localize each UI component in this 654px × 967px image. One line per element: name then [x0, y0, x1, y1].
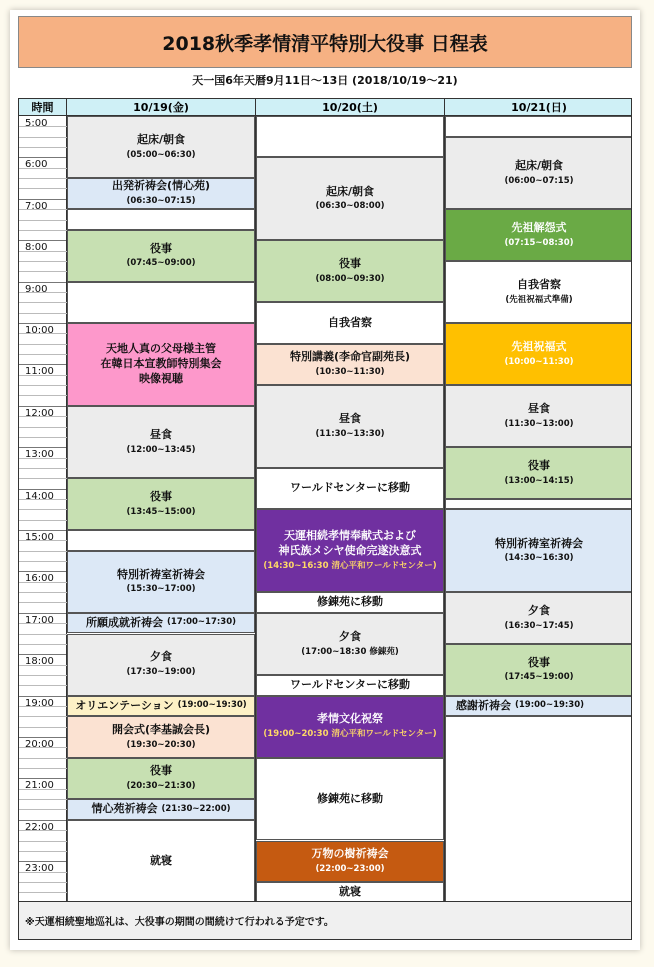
- event-time: (06:30~07:15): [126, 196, 196, 207]
- time-gridline: [19, 644, 67, 645]
- schedule-event: [256, 882, 444, 902]
- schedule-event: [445, 592, 632, 644]
- time-gridline: [19, 551, 67, 552]
- time-gridline: [19, 230, 67, 231]
- event-title: 情心苑祈祷会: [91, 802, 158, 816]
- schedule-event: [67, 230, 255, 282]
- schedule-event: [256, 116, 444, 157]
- event-time: (05:00~06:30): [126, 149, 196, 160]
- event-time: (17:00~17:30): [166, 617, 236, 628]
- event-title: 特別祈祷室祈祷会: [117, 567, 205, 581]
- time-label: 19:00: [19, 696, 67, 737]
- schedule-event: [445, 323, 632, 385]
- event-time: (07:15~08:30): [504, 237, 574, 248]
- time-gridline: [19, 830, 67, 831]
- header-time: 時間: [19, 99, 67, 116]
- time-gridline: [19, 872, 67, 873]
- time-label: 15:00: [19, 530, 67, 571]
- time-gridline: [19, 344, 67, 345]
- event-time: (11:30~13:00): [504, 418, 574, 429]
- schedule-event: [445, 696, 632, 717]
- time-gridline: [19, 478, 67, 479]
- time-gridline: [19, 333, 67, 334]
- time-gridline: [19, 851, 67, 852]
- event-title: 神氏族メシヤ使命完遂決意式: [278, 543, 422, 557]
- time-gridline: [19, 178, 67, 179]
- time-label: 7:00: [19, 199, 67, 240]
- header-day2: 10/20(土): [256, 99, 445, 116]
- event-time: (17:30~19:00): [126, 667, 196, 678]
- schedule-event: [256, 385, 444, 468]
- schedule-event: [445, 499, 632, 509]
- event-title: 所願成就祈祷会: [85, 615, 163, 629]
- event-title: 役事: [150, 489, 172, 503]
- event-title: 先祖解怨式: [511, 220, 567, 234]
- event-title: 起床/朝食: [325, 184, 375, 198]
- time-gridline: [19, 634, 67, 635]
- time-label: 17:00: [19, 613, 67, 654]
- time-gridline: [19, 809, 67, 810]
- event-title: 役事: [528, 458, 550, 472]
- day3-column: [445, 116, 632, 902]
- event-title: オリエンテーション: [75, 698, 174, 712]
- schedule-event: [445, 137, 632, 209]
- time-gridline: [19, 437, 67, 438]
- schedule-event: [445, 261, 632, 323]
- time-gridline: [19, 302, 67, 303]
- time-label: 9:00: [19, 282, 67, 323]
- schedule-event: [445, 716, 632, 902]
- time-gridline: [19, 188, 67, 189]
- time-gridline: [19, 509, 67, 510]
- time-gridline: [19, 261, 67, 262]
- time-label: 5:00: [19, 116, 67, 157]
- schedule-event: [445, 385, 632, 447]
- time-gridline: [19, 747, 67, 748]
- time-gridline: [19, 458, 67, 459]
- header-day1: 10/19(金): [67, 99, 256, 116]
- time-gridline: [19, 882, 67, 883]
- event-title: 役事: [528, 655, 550, 669]
- schedule-event: [67, 282, 255, 323]
- time-gridline: [19, 841, 67, 842]
- event-title: 修錬苑に移動: [317, 595, 383, 609]
- time-gridline: [19, 582, 67, 583]
- event-time: (06:30~08:00): [315, 201, 385, 212]
- time-gridline: [19, 313, 67, 314]
- time-gridline: [19, 592, 67, 593]
- schedule-event: [67, 478, 255, 530]
- event-title: 自我省察: [517, 277, 561, 291]
- time-gridline: [19, 758, 67, 759]
- schedule-event: [256, 841, 444, 882]
- event-title: 役事: [150, 241, 172, 255]
- event-time: (先祖祝福式準備): [505, 294, 573, 305]
- time-gridline: [19, 768, 67, 769]
- event-time: (17:00~18:30 修錬苑): [301, 646, 399, 657]
- event-title: 夕食: [150, 650, 172, 664]
- schedule-event: [256, 675, 444, 696]
- time-label: 22:00: [19, 820, 67, 861]
- schedule-event: [256, 302, 444, 343]
- day1-column: [67, 116, 256, 902]
- time-gridline: [19, 209, 67, 210]
- event-time: (19:00~20:30 清心平和ワールドセンター): [263, 729, 437, 740]
- time-label: 6:00: [19, 157, 67, 198]
- schedule-event: [445, 644, 632, 696]
- time-gridline: [19, 799, 67, 800]
- time-gridline: [19, 716, 67, 717]
- page-title: 2018秋季孝情清平特別大役事 日程表: [18, 16, 632, 68]
- schedule-event: [67, 116, 255, 178]
- time-label: 12:00: [19, 406, 67, 447]
- event-time: (14:30~16:30): [504, 553, 574, 564]
- event-title: 自我省察: [328, 315, 372, 329]
- schedule-sheet: [10, 10, 640, 950]
- time-label: 18:00: [19, 654, 67, 695]
- event-title: 先祖祝福式: [511, 339, 567, 353]
- time-gridline: [19, 168, 67, 169]
- schedule-event: [445, 509, 632, 592]
- schedule-event: [445, 116, 632, 137]
- schedule-event: [256, 509, 444, 592]
- event-title: 特別祈祷室祈祷会: [495, 536, 583, 550]
- time-gridline: [19, 427, 67, 428]
- event-title: 起床/朝食: [136, 132, 186, 146]
- schedule-event: [67, 758, 255, 799]
- time-label: 8:00: [19, 240, 67, 281]
- time-gridline: [19, 416, 67, 417]
- time-label: 13:00: [19, 447, 67, 488]
- event-time: (06:00~07:15): [504, 175, 574, 186]
- event-time: (14:30~16:30 清心平和ワールドセンター): [263, 560, 437, 571]
- event-time: (13:00~14:15): [504, 475, 574, 486]
- schedule-event: [67, 323, 255, 406]
- schedule-event: [67, 178, 255, 209]
- time-gridline: [19, 727, 67, 728]
- time-gridline: [19, 675, 67, 676]
- event-title: 昼食: [528, 401, 550, 415]
- event-title: 特別講義(李命官副苑長): [289, 350, 411, 364]
- event-title: 出発祈祷会(情心苑): [111, 179, 211, 193]
- time-gridline: [19, 292, 67, 293]
- time-label: 14:00: [19, 489, 67, 530]
- event-time: (15:30~17:00): [126, 584, 196, 595]
- event-title: 昼食: [150, 427, 172, 441]
- time-gridline: [19, 126, 67, 127]
- event-title: 昼食: [339, 412, 361, 426]
- schedule-event: [67, 613, 255, 634]
- time-gridline: [19, 385, 67, 386]
- event-title: 感謝祈祷会: [456, 698, 511, 712]
- event-title: 夕食: [339, 629, 361, 643]
- event-time: (12:00~13:45): [126, 444, 196, 455]
- time-gridline: [19, 623, 67, 624]
- time-label: 11:00: [19, 364, 67, 405]
- event-title: 修錬苑に移動: [317, 791, 383, 805]
- schedule-event: [67, 696, 255, 717]
- event-time: (11:30~13:30): [315, 429, 385, 440]
- event-title: 夕食: [528, 603, 550, 617]
- event-title: 起床/朝食: [514, 158, 564, 172]
- event-title: 万物の樹祈祷会: [311, 847, 389, 861]
- schedule-event: [67, 799, 255, 820]
- time-label: 16:00: [19, 571, 67, 612]
- time-gridline: [19, 137, 67, 138]
- event-time: (19:30~20:30): [126, 739, 196, 750]
- event-time: (17:45~19:00): [504, 672, 574, 683]
- event-title: 在韓日本宣教師特別集会: [100, 356, 222, 370]
- event-time: (19:00~19:30): [177, 700, 247, 711]
- time-label: 10:00: [19, 323, 67, 364]
- event-time: (07:45~09:00): [126, 258, 196, 269]
- event-time: (20:30~21:30): [126, 781, 196, 792]
- event-title: ワールドセンターに移動: [289, 481, 410, 495]
- schedule-event: [256, 758, 444, 841]
- event-time: (19:00~19:30): [515, 700, 585, 711]
- event-title: 就寝: [339, 884, 361, 898]
- time-label: 20:00: [19, 737, 67, 778]
- event-title: 役事: [339, 257, 361, 271]
- time-gridline: [19, 561, 67, 562]
- time-gridline: [19, 354, 67, 355]
- header-day3: 10/21(日): [445, 99, 632, 116]
- event-title: ワールドセンターに移動: [289, 677, 410, 691]
- time-gridline: [19, 375, 67, 376]
- time-label: 21:00: [19, 778, 67, 819]
- event-title: 就寝: [150, 853, 172, 867]
- event-title: 開会式(李基誠会長): [111, 722, 211, 736]
- schedule-event: [256, 592, 444, 613]
- time-gridline: [19, 789, 67, 790]
- day2-column: [256, 116, 445, 902]
- time-gridline: [19, 147, 67, 148]
- time-gridline: [19, 220, 67, 221]
- time-gridline: [19, 499, 67, 500]
- event-time: (10:00~11:30): [504, 356, 574, 367]
- time-gridline: [19, 395, 67, 396]
- schedule-event: [67, 634, 255, 696]
- schedule-event: [445, 209, 632, 261]
- schedule-event: [256, 696, 444, 758]
- event-title: 天運相続孝情奉献式および: [284, 529, 416, 543]
- event-time: (10:30~11:30): [315, 367, 385, 378]
- event-title: 孝情文化祝祭: [317, 712, 383, 726]
- schedule-event: [67, 406, 255, 478]
- schedule-event: [67, 716, 255, 757]
- schedule-event: [256, 240, 444, 302]
- time-gridline: [19, 540, 67, 541]
- time-gridline: [19, 251, 67, 252]
- schedule-event: [67, 551, 255, 613]
- time-gridline: [19, 892, 67, 893]
- time-gridline: [19, 706, 67, 707]
- schedule-event: [67, 820, 255, 902]
- time-gridline: [19, 665, 67, 666]
- time-gridline: [19, 520, 67, 521]
- schedule-event: [256, 613, 444, 675]
- time-gridline: [19, 685, 67, 686]
- event-time: (13:45~15:00): [126, 506, 196, 517]
- event-title: 天地人真の父母様主管: [106, 342, 216, 356]
- event-title: 役事: [150, 764, 172, 778]
- time-label: 23:00: [19, 861, 67, 902]
- schedule-event: [256, 468, 444, 509]
- time-gridline: [19, 468, 67, 469]
- schedule-event: [67, 209, 255, 230]
- event-title: 映像視聴: [139, 371, 183, 385]
- event-time: (16:30~17:45): [504, 620, 574, 631]
- schedule-event: [256, 157, 444, 240]
- schedule-event: [67, 530, 255, 551]
- time-gridline: [19, 271, 67, 272]
- footer-note: ※天運相続聖地巡礼は、大役事の期間の間続けて行われる予定です。: [18, 902, 632, 940]
- schedule-event: [256, 344, 444, 385]
- page-subtitle: 天一国6年天暦9月11日～13日 (2018/10/19～21): [192, 74, 458, 87]
- event-time: (22:00~23:00): [315, 863, 385, 874]
- schedule-event: [445, 447, 632, 499]
- event-time: (21:30~22:00): [161, 803, 231, 814]
- event-time: (08:00~09:30): [315, 273, 385, 284]
- time-gridline: [19, 602, 67, 603]
- schedule-grid: [18, 98, 632, 902]
